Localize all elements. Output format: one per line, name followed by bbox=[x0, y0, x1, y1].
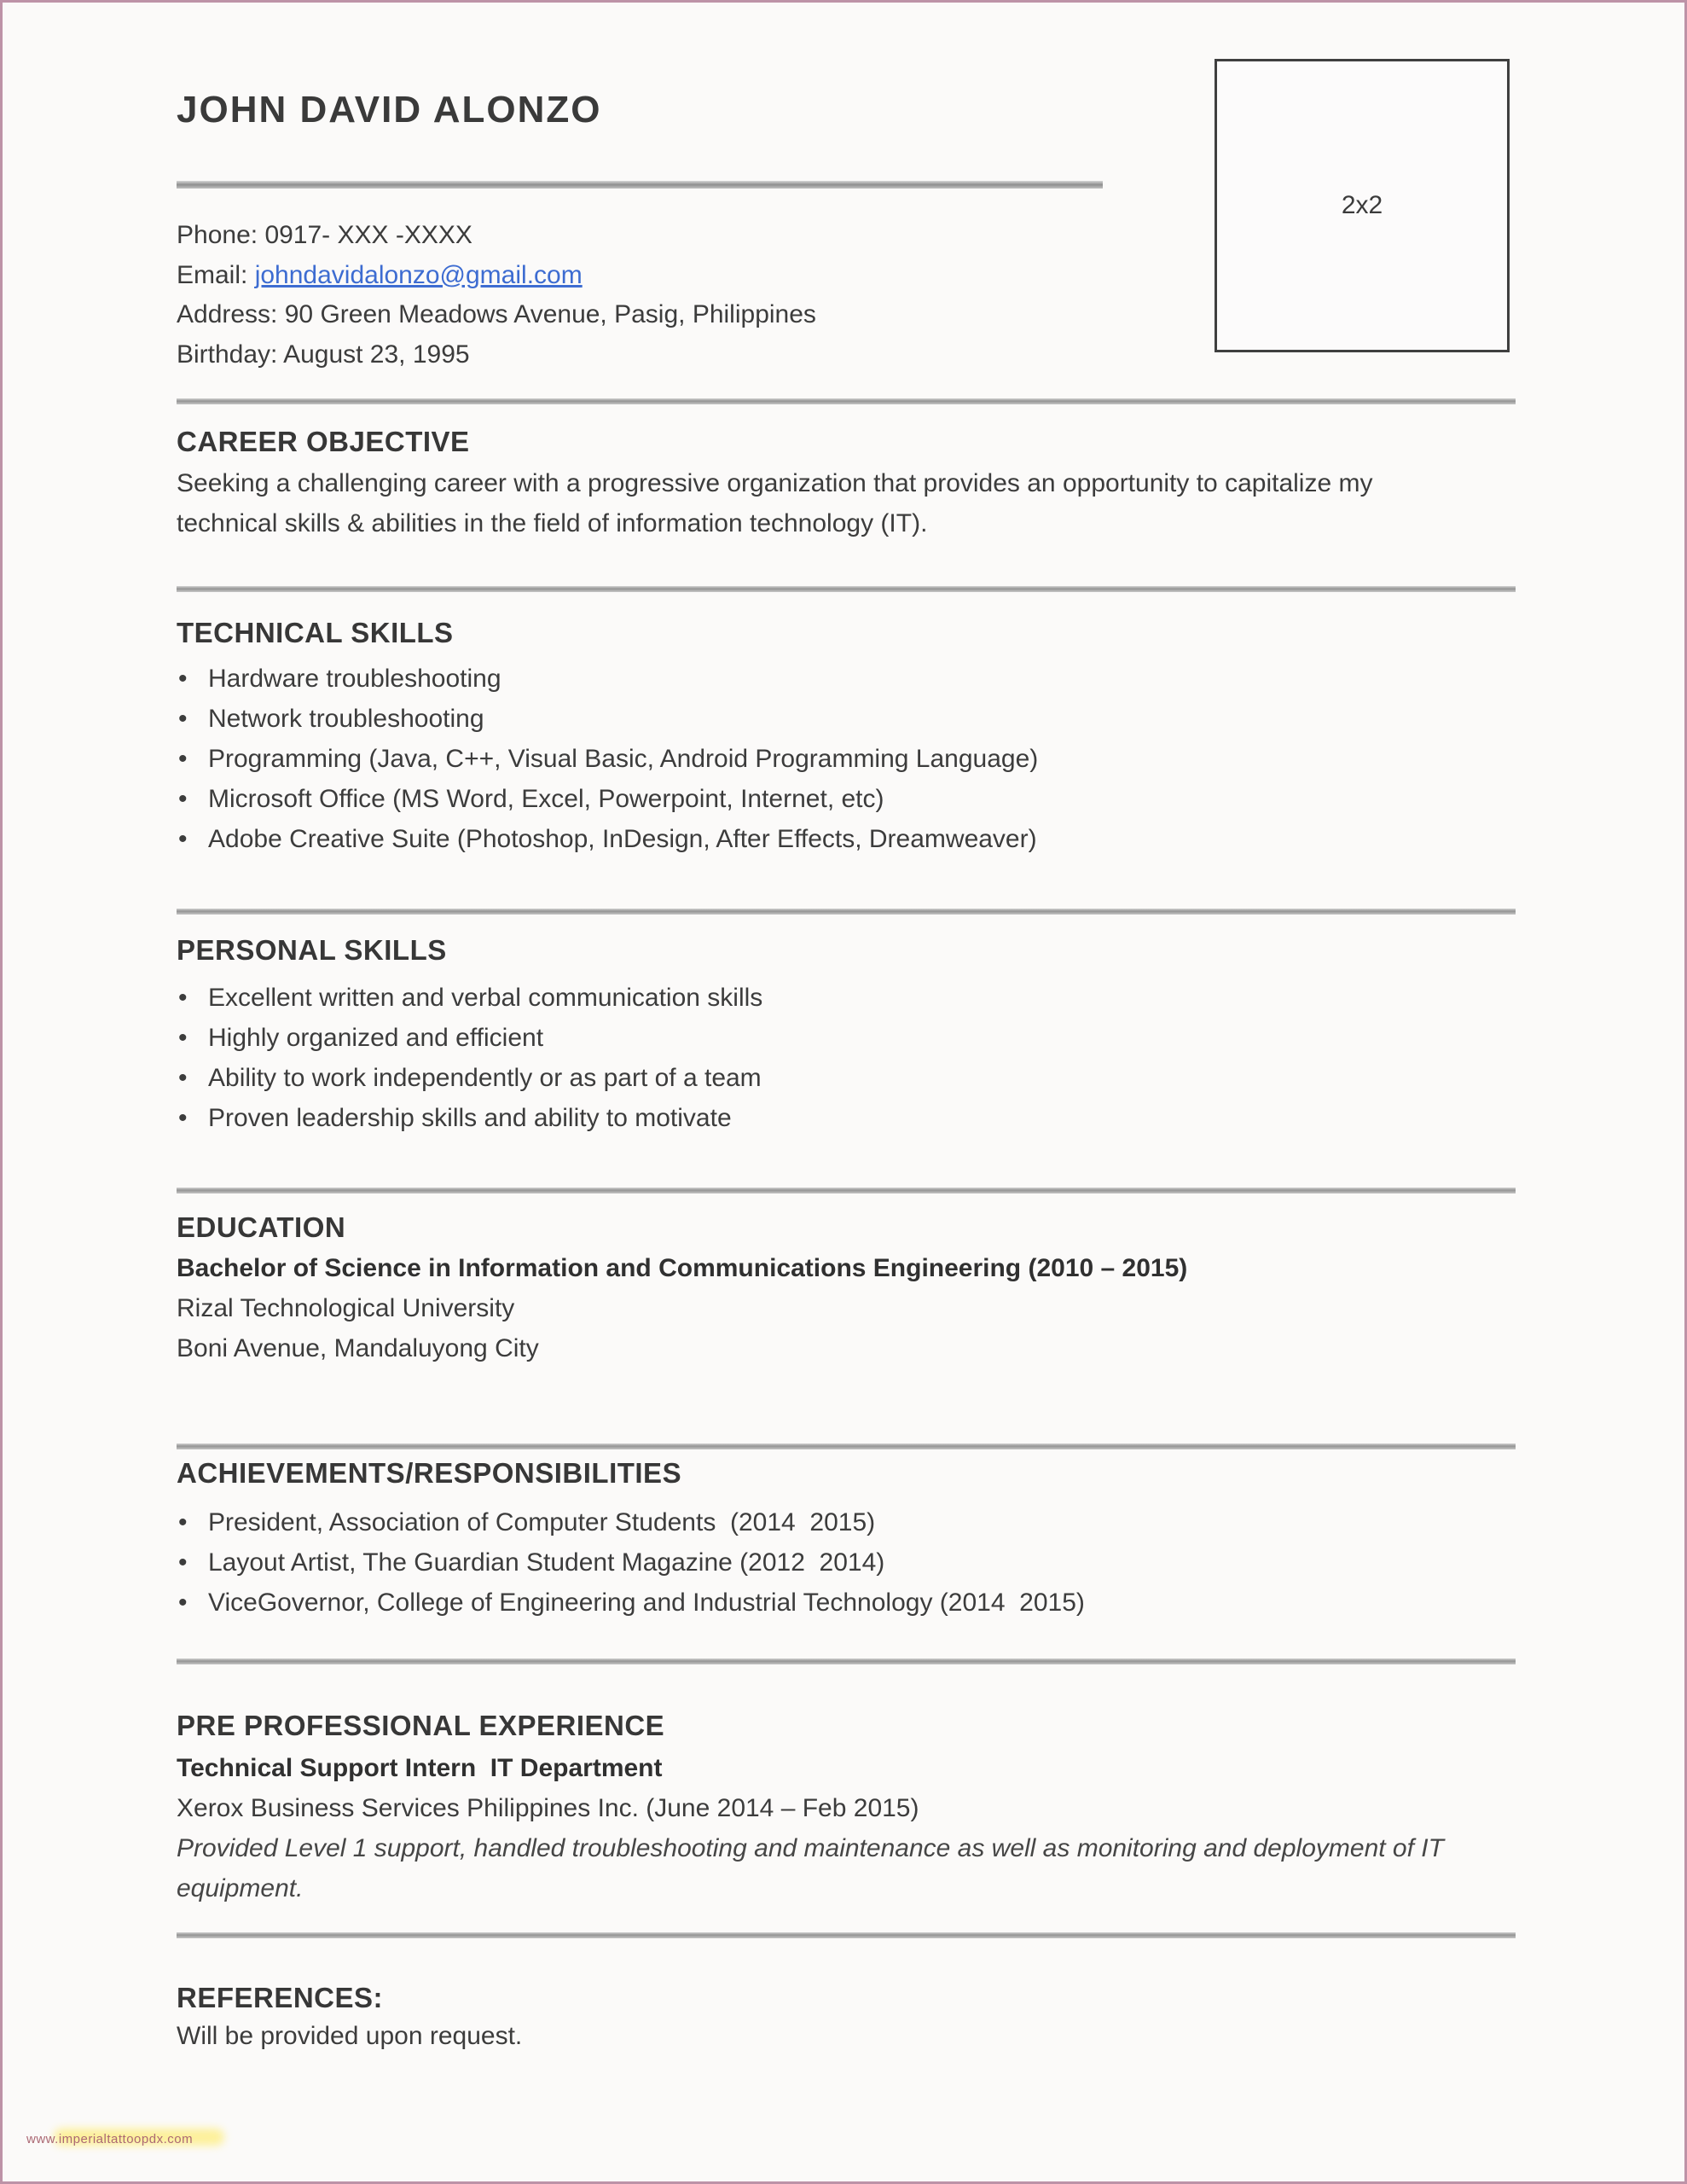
references-title: REFERENCES: bbox=[177, 1982, 384, 2013]
contact-birthday-line bbox=[177, 335, 1516, 375]
experience-description: Provided Level 1 support, handled troubleshooting and maintenance as well as monitoring and deployment of IT equipment. bbox=[177, 1834, 1444, 1902]
contact-block bbox=[177, 216, 1516, 375]
technical-skills-title: TECHNICAL SKILLS bbox=[177, 617, 454, 648]
career-objective-title: CAREER OBJECTIVE bbox=[177, 426, 470, 457]
birthday-value: August 23, 1995 bbox=[283, 340, 470, 369]
education-title: EDUCATION bbox=[177, 1211, 346, 1243]
achievements-list bbox=[177, 1502, 1516, 1623]
list-item: • Hardware troubleshooting bbox=[177, 659, 1516, 699]
experience-company: Xerox Business Services Philippines Inc. (June 2014 – Feb 2015) bbox=[177, 1794, 919, 1822]
photo-size-label: 2x2 bbox=[1341, 191, 1383, 219]
list-item: • Layout Artist, The Guardian Student Magazine (2012 2014) bbox=[177, 1542, 1516, 1583]
experience-block bbox=[177, 1748, 1516, 1908]
list-item: • Microsoft Office (MS Word, Excel, Powerpoint, Internet, etc) bbox=[177, 779, 1516, 819]
phone-value: 0917- XXX -XXXX bbox=[264, 221, 472, 249]
achievements-title: ACHIEVEMENTS/RESPONSIBILITIES bbox=[177, 1457, 682, 1489]
contact-phone-line bbox=[177, 216, 1516, 256]
education-block bbox=[177, 1248, 1516, 1368]
experience-title: PRE PROFESSIONAL EXPERIENCE bbox=[177, 1710, 665, 1741]
section-divider bbox=[177, 1658, 1516, 1664]
page-title: JOHN DAVID ALONZO bbox=[177, 89, 602, 131]
personal-skills-title: PERSONAL SKILLS bbox=[177, 934, 447, 966]
list-item: • Adobe Creative Suite (Photoshop, InDesign, After Effects, Dreamweaver) bbox=[177, 819, 1516, 859]
section-divider bbox=[177, 1188, 1516, 1194]
personal-skills-list bbox=[177, 978, 1516, 1138]
list-item: • Network troubleshooting bbox=[177, 699, 1516, 739]
list-item: • Programming (Java, C++, Visual Basic, Android Programming Language) bbox=[177, 739, 1516, 779]
list-item: • ViceGovernor, College of Engineering and Industrial Technology (2014 2015) bbox=[177, 1583, 1516, 1623]
phone-label: Phone: bbox=[177, 221, 258, 249]
education-school: Rizal Technological University bbox=[177, 1294, 515, 1322]
experience-role: Technical Support Intern IT Department bbox=[177, 1754, 663, 1782]
list-item: • Excellent written and verbal communication skills bbox=[177, 978, 1516, 1018]
resume-content bbox=[3, 3, 1684, 2057]
contact-email-line bbox=[177, 256, 1516, 296]
watermark-url: www.imperialtattoopdx.com bbox=[26, 2132, 194, 2146]
section-divider bbox=[177, 398, 1516, 404]
technical-skills-list bbox=[177, 659, 1516, 859]
education-degree: Bachelor of Science in Information and Communications Engineering (2010 – 2015) bbox=[177, 1254, 1188, 1282]
email-label: Email: bbox=[177, 260, 248, 289]
address-value: 90 Green Meadows Avenue, Pasig, Philippines bbox=[284, 300, 816, 328]
list-item: • Proven leadership skills and ability to motivate bbox=[177, 1098, 1516, 1138]
address-label: Address: bbox=[177, 300, 278, 328]
name-underline-rule bbox=[177, 181, 1103, 189]
section-divider bbox=[177, 586, 1516, 592]
references-text: Will be provided upon request. bbox=[177, 2022, 523, 2050]
email-link[interactable]: johndavidalonzo@gmail.com bbox=[254, 260, 583, 289]
section-divider bbox=[177, 1932, 1516, 1938]
list-item: • Highly organized and efficient bbox=[177, 1018, 1516, 1058]
section-divider bbox=[177, 909, 1516, 915]
section-divider bbox=[177, 1443, 1516, 1449]
birthday-label: Birthday: bbox=[177, 340, 278, 369]
contact-address-line bbox=[177, 295, 1516, 335]
list-item: • President, Association of Computer Students (2014 2015) bbox=[177, 1502, 1516, 1542]
list-item: • Ability to work independently or as part of a team bbox=[177, 1058, 1516, 1098]
education-location: Boni Avenue, Mandaluyong City bbox=[177, 1334, 539, 1362]
career-objective-text: Seeking a challenging career with a progressive organization that provides an opportunity to capitalize my technical skills & abilities in the field of information technology (IT). bbox=[177, 469, 1373, 537]
